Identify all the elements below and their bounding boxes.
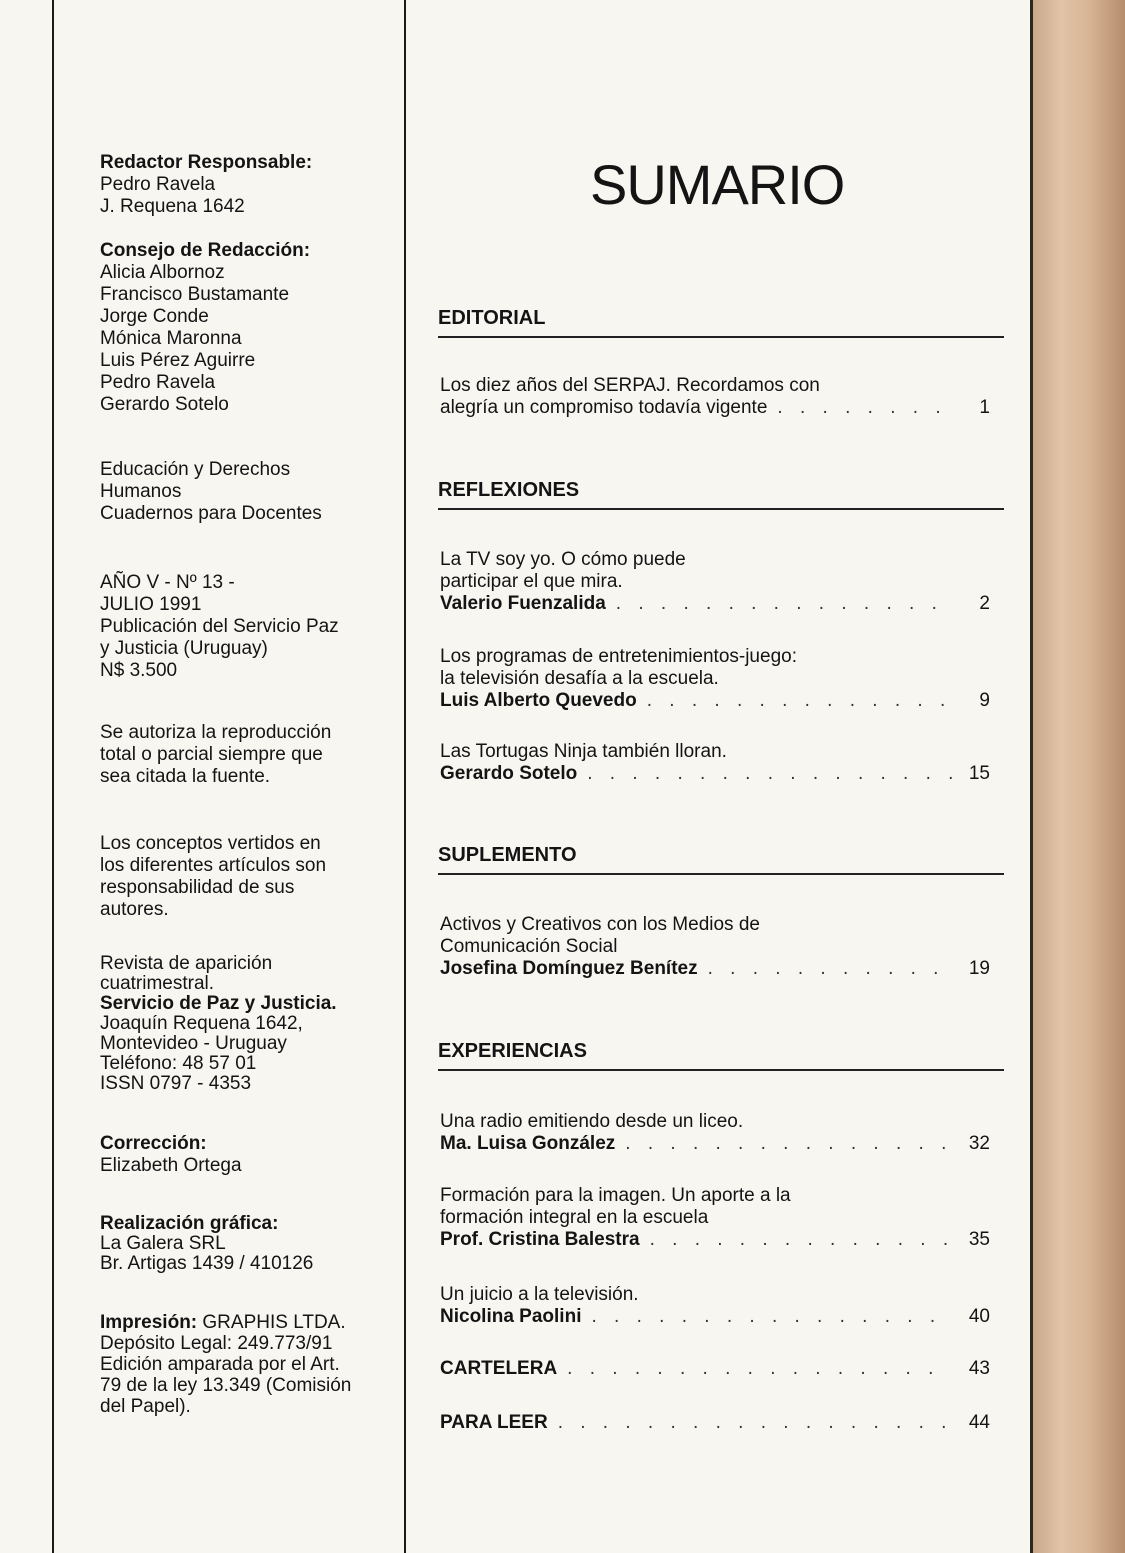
entry-title-line: Los programas de entretenimientos-juego:	[440, 646, 797, 667]
left-column-rule	[52, 0, 54, 1553]
section-heading: EDITORIAL	[438, 307, 546, 329]
entry-title-line: Activos y Creativos con los Medios de	[440, 914, 760, 935]
serpaj-line: Teléfono: 48 57 01	[100, 1053, 257, 1074]
serpaj-line: Montevideo - Uruguay	[100, 1033, 287, 1054]
concepts-block	[100, 833, 400, 921]
realizacion-line: La Galera SRL	[100, 1233, 226, 1254]
consejo-member: Mónica Maronna	[100, 328, 242, 349]
dot-leader	[616, 593, 952, 615]
section-heading: REFLEXIONES	[438, 479, 580, 501]
concepts-line: responsabilidad de sus	[100, 877, 295, 898]
section-suplemento	[438, 844, 1004, 875]
publication-line: Humanos	[100, 481, 182, 502]
reproduction-line: sea citada la fuente.	[100, 766, 271, 787]
entry-author: Valerio Fuenzalida	[440, 593, 606, 614]
toc-entry[interactable]	[440, 1111, 990, 1155]
reproduction-line: total o parcial siempre que	[100, 744, 323, 765]
page-number: 2	[979, 593, 990, 614]
entry-author: Luis Alberto Quevedo	[440, 690, 637, 711]
entry-title-line: Los diez años del SERPAJ. Recordamos con	[440, 375, 820, 396]
consejo-member: Gerardo Sotelo	[100, 394, 229, 415]
redactor-block	[100, 152, 400, 218]
page-number: 9	[979, 690, 990, 711]
page-number: 40	[968, 1306, 990, 1327]
correccion-label: Corrección:	[100, 1133, 207, 1154]
serpaj-line: ISSN 0797 - 4353	[100, 1073, 252, 1094]
toc-entry[interactable]	[440, 741, 990, 785]
entry-title-line: la televisión desafía a la escuela.	[440, 668, 719, 689]
impresion-label: Impresión:	[100, 1312, 198, 1333]
page-edge-shadow	[1033, 0, 1125, 1553]
publication-block	[100, 459, 400, 525]
impresion-line: 79 de la ley 13.349 (Comisión	[100, 1375, 352, 1396]
dot-leader	[567, 1358, 952, 1380]
section-underline	[438, 1069, 1004, 1071]
consejo-block	[100, 240, 400, 416]
consejo-member: Jorge Conde	[100, 306, 209, 327]
consejo-member: Pedro Ravela	[100, 372, 216, 393]
issue-line: JULIO 1991	[100, 594, 202, 615]
issue-block	[100, 572, 400, 682]
impresion-line: del Papel).	[100, 1396, 191, 1417]
concepts-line: autores.	[100, 899, 169, 920]
section-reflexiones	[438, 479, 1004, 510]
entry-section-title: PARA LEER	[440, 1412, 548, 1433]
toc-entry[interactable]	[440, 375, 990, 419]
entry-title-line: formación integral en la escuela	[440, 1207, 709, 1228]
entry-author: Ma. Luisa González	[440, 1133, 616, 1154]
correccion-block	[100, 1133, 400, 1177]
dot-leader	[647, 690, 952, 712]
page-number: 15	[968, 763, 990, 784]
dot-leader	[625, 1133, 952, 1155]
revista-line: Revista de aparición	[100, 953, 273, 974]
center-column-rule	[404, 0, 406, 1553]
entry-author: Josefina Domínguez Benítez	[440, 958, 698, 979]
realizacion-line: Br. Artigas 1439 / 410126	[100, 1253, 314, 1274]
issue-line: Publicación del Servicio Paz	[100, 616, 339, 637]
publication-line: Cuadernos para Docentes	[100, 503, 322, 524]
issue-line: N$ 3.500	[100, 660, 178, 681]
entry-title-line: Formación para la imagen. Un aporte a la	[440, 1185, 791, 1206]
redactor-label: Redactor Responsable:	[100, 152, 313, 173]
realizacion-label: Realización gráfica:	[100, 1213, 279, 1234]
section-heading: SUPLEMENTO	[438, 844, 577, 866]
page-number: 19	[968, 958, 990, 979]
entry-title-line: Las Tortugas Ninja también lloran.	[440, 741, 727, 762]
toc-entry[interactable]	[440, 1358, 990, 1380]
dot-leader	[650, 1229, 952, 1251]
reproduction-line: Se autoriza la reproducción	[100, 722, 332, 743]
concepts-line: los diferentes artículos son	[100, 855, 327, 876]
page-number: 43	[968, 1358, 990, 1379]
entry-author: Nicolina Paolini	[440, 1306, 582, 1327]
revista-block	[100, 954, 400, 1094]
impresion-block	[100, 1312, 400, 1417]
section-underline	[438, 508, 1004, 510]
page-number: 32	[968, 1133, 990, 1154]
issue-line: AÑO V - Nº 13 -	[100, 572, 235, 593]
publication-line: Educación y Derechos	[100, 459, 291, 480]
correccion-name: Elizabeth Ortega	[100, 1155, 242, 1176]
consejo-member: Francisco Bustamante	[100, 284, 290, 305]
toc-entry[interactable]	[440, 1185, 990, 1251]
impresion-line: Edición amparada por el Art.	[100, 1354, 340, 1375]
sumario-title: SUMARIO	[590, 153, 845, 216]
dot-leader	[591, 1306, 952, 1328]
consejo-member: Luis Pérez Aguirre	[100, 350, 256, 371]
entry-title-line: La TV soy yo. O cómo puede	[440, 549, 686, 570]
toc-entry[interactable]	[440, 646, 990, 712]
section-underline	[438, 336, 1004, 338]
dot-leader	[777, 397, 952, 419]
consejo-member: Alicia Albornoz	[100, 262, 225, 283]
page-number: 35	[968, 1229, 990, 1250]
dot-leader	[558, 1412, 952, 1434]
entry-title-line: participar el que mira.	[440, 571, 623, 592]
issue-line: y Justicia (Uruguay)	[100, 638, 268, 659]
reproduction-block	[100, 722, 400, 788]
revista-line: cuatrimestral.	[100, 973, 215, 994]
redactor-line: Pedro Ravela	[100, 174, 216, 195]
entry-title-line: alegría un compromiso todavía vigente	[440, 397, 768, 418]
entry-title-line: Comunicación Social	[440, 936, 618, 957]
entry-section-title: CARTELERA	[440, 1358, 558, 1379]
impresion-line: Depósito Legal: 249.773/91	[100, 1333, 333, 1354]
entry-title-line: Un juicio a la televisión.	[440, 1284, 639, 1305]
page-number: 1	[979, 397, 990, 418]
toc-entry[interactable]	[440, 1284, 990, 1328]
entry-author: Prof. Cristina Balestra	[440, 1229, 640, 1250]
consejo-label: Consejo de Redacción:	[100, 240, 311, 261]
section-experiencias	[438, 1040, 1004, 1071]
concepts-line: Los conceptos vertidos en	[100, 833, 321, 854]
redactor-line: J. Requena 1642	[100, 196, 245, 217]
entry-title-line: Una radio emitiendo desde un liceo.	[440, 1111, 744, 1132]
toc-entry[interactable]	[440, 914, 990, 980]
dot-leader	[708, 958, 952, 980]
section-heading: EXPERIENCIAS	[438, 1040, 587, 1062]
entry-author: Gerardo Sotelo	[440, 763, 578, 784]
impresion-value: GRAPHIS LTDA.	[197, 1312, 346, 1333]
realizacion-block	[100, 1214, 400, 1274]
serpaj-line: Joaquín Requena 1642,	[100, 1013, 303, 1034]
page-number: 44	[968, 1412, 990, 1433]
serpaj-label: Servicio de Paz y Justicia.	[100, 993, 337, 1014]
dot-leader	[587, 763, 952, 785]
toc-entry[interactable]	[440, 549, 990, 615]
section-underline	[438, 873, 1004, 875]
section-editorial	[438, 307, 1004, 338]
toc-entry[interactable]	[440, 1412, 990, 1434]
